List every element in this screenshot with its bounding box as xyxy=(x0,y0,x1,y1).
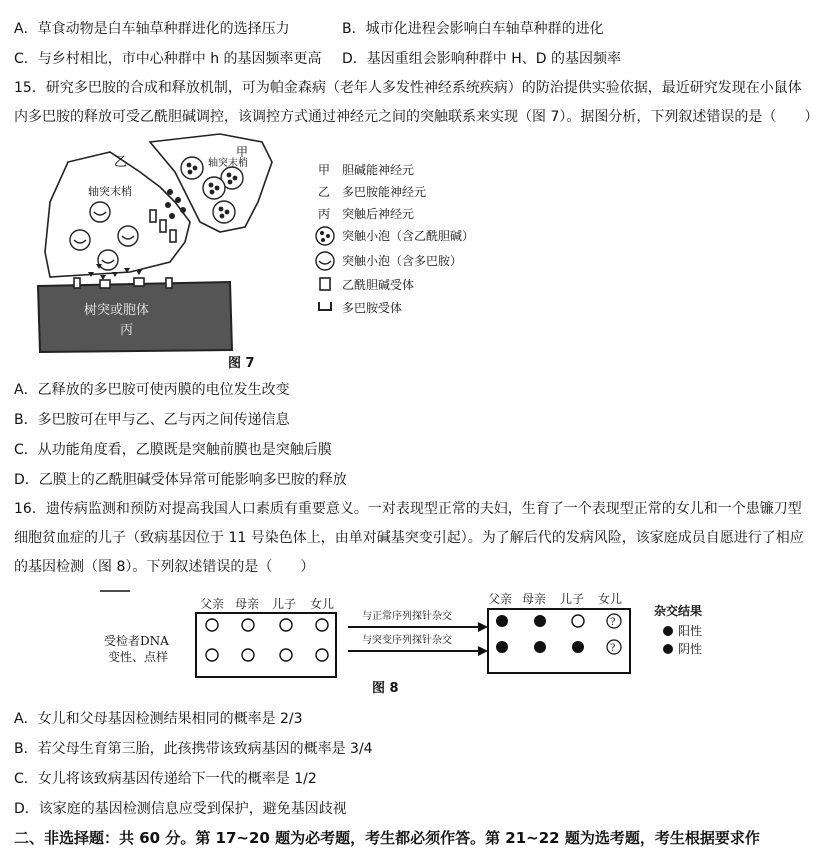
figure-8-caption: 图 8 xyxy=(372,681,399,696)
q16-option-c: C．女儿将该致病基因传递给下一代的概率是 1/2 xyxy=(14,771,317,787)
legend-bing-text: 突触后神经元 xyxy=(342,207,415,221)
legend-jia-symbol: 甲 xyxy=(318,163,331,177)
figure-7-legend xyxy=(316,162,474,315)
q15-option-a: A．乙释放的多巴胺可使丙膜的电位发生改变 xyxy=(14,382,290,398)
figure-7-synapse-diagram xyxy=(0,132,826,372)
q14-option-d: D．基因重组会影响种群中 H、D 的基因频率 xyxy=(342,51,621,67)
arrow-normal-label: 与正常序列探针杂交 xyxy=(362,611,452,622)
figure-7-caption: 图 7 xyxy=(228,356,255,371)
q14-option-c: C．与乡村相比，市中心种群中 h 的基因频率更高 xyxy=(14,51,322,67)
q15-option-d: D．乙膜上的乙酰胆碱受体异常可能影响多巴胺的释放 xyxy=(14,472,347,488)
son-normal-probe-dot xyxy=(572,615,584,627)
legend-yi-text: 多巴胺能神经元 xyxy=(342,185,427,199)
result-negative: 阴性 xyxy=(678,642,703,656)
left-header-father: 父亲 xyxy=(200,597,225,611)
q15-stem: 15．研究多巴胺的合成和释放机制，可为帕金森病（老年人多发性神经系统疾病）的防治提供实验依据，最近研究发现在小鼠体内多巴胺的释放可受乙酰胆碱调控，该调控方式通过神经元之间的突触联系来实现（图 7）。据图分析，下列叙述错误的是（ ） xyxy=(14,80,819,125)
q16-option-d: D．该家庭的基因检测信息应受到保护，避免基因歧视 xyxy=(14,801,347,817)
daughter-unknown-top-mark: ? xyxy=(610,617,616,628)
daughter-unknown-bottom-mark: ? xyxy=(610,643,616,654)
legend-ach-receptor-text: 乙酰胆碱受体 xyxy=(342,278,415,292)
da-vesicles xyxy=(70,202,138,270)
legend-da-vesicle-text: 突触小泡（含多巴胺） xyxy=(342,254,463,268)
q14-option-b: B．城市化进程会影响白车轴草种群的进化 xyxy=(342,21,604,37)
result-title: 杂交结果 xyxy=(654,604,703,618)
legend-da-vesicle-icon xyxy=(316,252,334,270)
q16-option-a: A．女儿和父母基因检测结果相同的概率是 2/3 xyxy=(14,711,303,727)
legend-da-receptor-icon xyxy=(319,302,331,310)
q15-option-c: C．从功能角度看，乙膜既是突触前膜也是突触后膜 xyxy=(14,442,332,458)
right-header-father: 父亲 xyxy=(488,592,513,606)
right-header-son: 儿子 xyxy=(560,592,585,606)
figure-8-gene-detection xyxy=(0,585,826,685)
right-header-daughter: 女儿 xyxy=(598,592,623,606)
label-jia: 甲 xyxy=(236,145,249,159)
legend-ach-vesicle-icon xyxy=(316,227,334,245)
label-bing: 丙 xyxy=(120,323,134,338)
q15-option-b: B．多巴胺可在甲与乙、乙与丙之间传递信息 xyxy=(14,412,290,428)
legend-ach-receptor-icon xyxy=(320,278,330,290)
left-header-son: 儿子 xyxy=(272,597,297,611)
result-positive: 阳性 xyxy=(678,624,703,638)
legend-bing-symbol: 丙 xyxy=(318,207,331,221)
legend-jia-text: 胆碱能神经元 xyxy=(342,163,415,177)
q14-option-a: A．草食动物是白车轴草种群进化的选择压力 xyxy=(14,21,290,37)
legend-ach-vesicle-text: 突触小泡（含乙酰胆碱） xyxy=(342,229,475,243)
legend-da-receptor-text: 多巴胺受体 xyxy=(342,301,403,315)
positive-dot-icon xyxy=(663,626,673,636)
q16-option-b: B．若父母生育第三胎，此孩携带该致病基因的概率是 3/4 xyxy=(14,741,373,757)
left-header-mother: 母亲 xyxy=(235,597,260,611)
sample-label-1: 受检者DNA xyxy=(104,634,169,648)
legend-yi-symbol: 乙 xyxy=(318,185,331,199)
label-yi: 乙 xyxy=(114,155,128,170)
label-jia-terminal: 轴突末梢 xyxy=(208,158,248,169)
section-2-title: 二、非选择题：共 60 分。第 17~20 题为必考题，考生都必须作答。第 21~22 题为选考题，考生根据要求作 xyxy=(14,829,760,847)
right-header-mother: 母亲 xyxy=(522,592,547,606)
label-postsynaptic: 树突或胞体 xyxy=(84,303,150,318)
label-yi-terminal: 轴突末梢 xyxy=(88,185,132,198)
arrow-mutant-label: 与突变序列探针杂交 xyxy=(362,635,452,646)
q16-stem: 16．遗传病监测和预防对提高我国人口素质有重要意义。一对表现型正常的夫妇，生育了一个表现型正常的女儿和一个患镰刀型细胞贫血症的儿子（致病基因位于 11 号染色体上，由单对碱基突变引起）。为了解后代的发病风险，该家庭成员自愿进行了相应的基因检测（图 8）。下列叙述错误的是（ ） xyxy=(14,501,804,575)
left-header-daughter: 女儿 xyxy=(310,597,335,611)
negative-dot-icon xyxy=(663,644,673,654)
sample-label-2: 变性、点样 xyxy=(108,650,169,664)
